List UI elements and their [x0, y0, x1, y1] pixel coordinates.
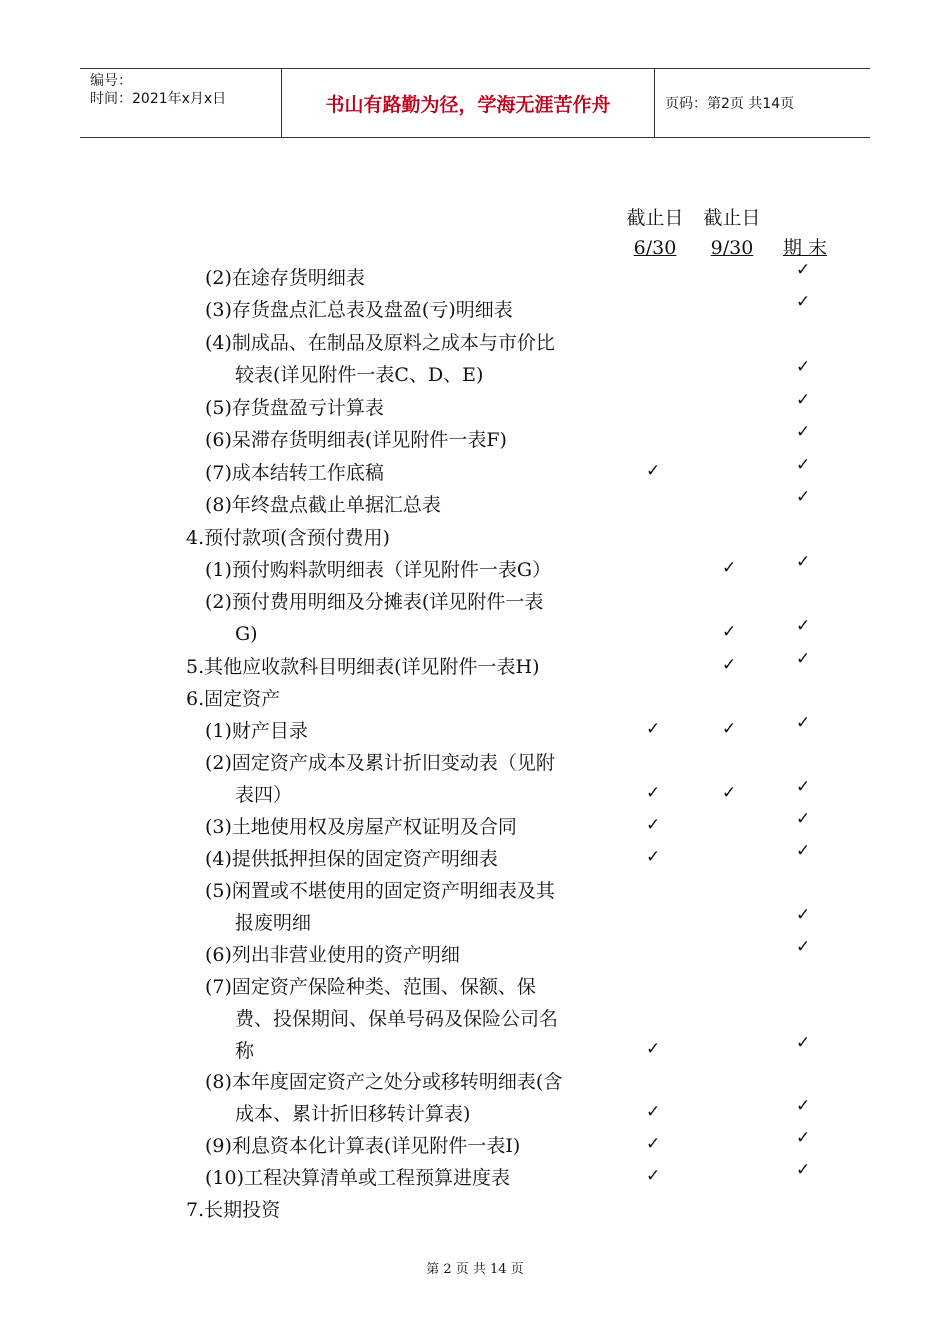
check-mark-icon: ✓ [796, 260, 811, 280]
column-header-9-30: 截止日 9/30 [703, 207, 761, 259]
column-header-6-30: 截止日 6/30 [626, 207, 684, 259]
row-text: (4)制成品、在制品及原料之成本与市价比 [205, 332, 555, 354]
row-text-continued: 称 [235, 1040, 255, 1063]
check-mark-icon: ✓ [796, 841, 811, 861]
check-mark-icon: ✓ [646, 719, 661, 739]
page-footer: 第 2 页 共 14 页 [426, 1262, 524, 1277]
row-text-continued: 表四） [235, 784, 293, 807]
check-mark-icon: ✓ [796, 1033, 811, 1054]
row-text: (4)提供抵押担保的固定资产明细表 [205, 848, 498, 870]
check-mark-icon: ✓ [796, 777, 811, 798]
column-header-period-end: 期 末 [782, 237, 828, 259]
row-text-continued: 较表(详见附件一表C、D、E) [235, 364, 484, 387]
row-text: (6)列出非营业使用的资产明细 [205, 944, 460, 966]
row-text: 7.长期投资 [186, 1199, 281, 1221]
check-mark-icon: ✓ [796, 616, 811, 637]
row-text: (7)成本结转工作底稿 [205, 462, 384, 484]
check-mark-icon: ✓ [796, 937, 811, 957]
check-mark-icon: ✓ [722, 783, 737, 804]
row-text: (2)固定资产成本及累计折旧变动表（见附 [205, 752, 555, 774]
row-text: 5.其他应收款科目明细表(详见附件一表H) [186, 656, 540, 678]
row-text: 6.固定资产 [186, 688, 281, 710]
check-mark-icon: ✓ [796, 487, 811, 507]
check-mark-icon: ✓ [796, 905, 811, 926]
row-text: (7)固定资产保险种类、范围、保额、保 [205, 976, 536, 998]
check-mark-icon: ✓ [722, 719, 737, 739]
row-text-continued: G) [235, 623, 258, 646]
header-motto: 书山有路勤为径，学海无涯苦作舟 [282, 69, 655, 137]
number-label: 编号： [90, 73, 132, 89]
row-text-continued: 费、投保期间、保单号码及保险公司名 [235, 1008, 559, 1031]
check-mark-icon: ✓ [722, 655, 737, 675]
row-text: (1)财产目录 [205, 720, 308, 742]
header-page-info: 页码：第2页 共14页 [665, 96, 795, 112]
check-mark-icon: ✓ [796, 422, 811, 442]
check-mark-icon: ✓ [796, 357, 811, 378]
check-mark-icon: ✓ [646, 1039, 661, 1060]
check-mark-icon: ✓ [722, 558, 737, 578]
header-meta [80, 69, 282, 137]
check-mark-icon: ✓ [646, 783, 661, 804]
time-label: 时间：2021年x月x日 [90, 91, 227, 107]
row-text: (3)土地使用权及房屋产权证明及合同 [205, 816, 517, 838]
check-mark-icon: ✓ [646, 461, 661, 481]
row-text: (8)年终盘点截止单据汇总表 [205, 494, 441, 516]
row-text-continued: 报废明细 [235, 912, 312, 935]
row-text: (6)呆滞存货明细表(详见附件一表F) [205, 429, 507, 451]
check-mark-icon: ✓ [796, 292, 811, 312]
check-mark-icon: ✓ [796, 1160, 811, 1180]
row-text: (10)工程决算清单或工程预算进度表 [205, 1167, 511, 1189]
check-mark-icon: ✓ [796, 809, 811, 829]
check-mark-icon: ✓ [796, 1128, 811, 1148]
check-mark-icon: ✓ [796, 390, 811, 410]
row-text: (9)利息资本化计算表(详见附件一表I) [205, 1135, 521, 1157]
page-header [80, 68, 870, 138]
check-mark-icon: ✓ [646, 1102, 661, 1123]
check-mark-icon: ✓ [646, 1166, 661, 1186]
row-text: (5)闲置或不堪使用的固定资产明细表及其 [205, 880, 555, 902]
row-text: 4.预付款项(含预付费用) [186, 527, 390, 549]
row-text: (8)本年度固定资产之处分或移转明细表(含 [205, 1071, 563, 1093]
row-text: (2)预付费用明细及分摊表(详见附件一表 [205, 591, 544, 613]
check-mark-icon: ✓ [646, 815, 661, 835]
row-text: (2)在途存货明细表 [205, 267, 365, 289]
check-mark-icon: ✓ [796, 552, 811, 572]
row-text: (5)存货盘盈亏计算表 [205, 397, 384, 419]
check-mark-icon: ✓ [796, 713, 811, 733]
row-text: (1)预付购料款明细表（详见附件一表G） [205, 559, 552, 581]
check-mark-icon: ✓ [722, 622, 737, 643]
check-mark-icon: ✓ [796, 455, 811, 475]
check-mark-icon: ✓ [796, 649, 811, 669]
check-mark-icon: ✓ [646, 847, 661, 867]
row-text-continued: 成本、累计折旧移转计算表) [235, 1103, 471, 1126]
check-mark-icon: ✓ [646, 1134, 661, 1154]
check-mark-icon: ✓ [796, 1096, 811, 1117]
row-text: (3)存货盘点汇总表及盘盈(亏)明细表 [205, 299, 513, 321]
